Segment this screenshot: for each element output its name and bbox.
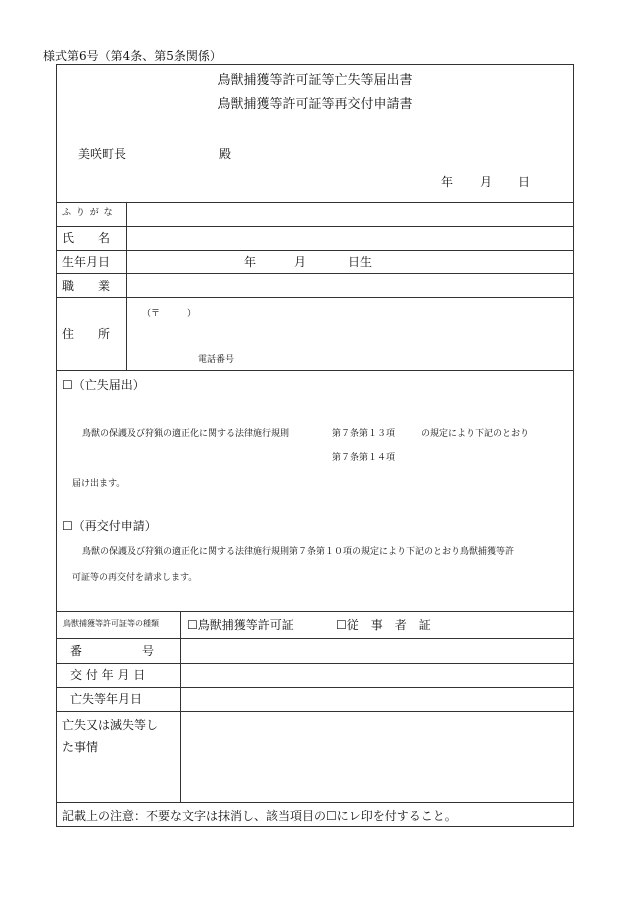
form-code: 様式第6号（第4条、第5条関係） xyxy=(43,49,222,63)
loss-date-field[interactable] xyxy=(181,688,573,710)
loss-text-end: 届け出ます。 xyxy=(72,479,126,489)
date-day[interactable]: 日 xyxy=(518,175,531,189)
loss-clause-13: 第７条第１３項 xyxy=(332,429,396,439)
circumstances-label-2: た事情 xyxy=(62,740,99,754)
furigana-label: ふ り が な xyxy=(62,208,114,218)
postal-code[interactable]: （〒 ） xyxy=(142,309,197,319)
reissue-text-line2: 可証等の再交付を請求します。 xyxy=(72,573,198,583)
type-option-permit[interactable]: ☐鳥獣捕獲等許可証 xyxy=(187,618,294,632)
loss-text-rule: の規定により下記のとおり xyxy=(421,429,530,439)
circumstances-label-1: 亡失又は滅失等し xyxy=(62,718,159,732)
date-year[interactable]: 年 xyxy=(441,175,454,189)
loss-clause-14: 第７条第１４項 xyxy=(332,453,396,463)
birth-suffix[interactable]: 日生 xyxy=(348,255,373,269)
circumstances-field[interactable] xyxy=(181,712,573,801)
reissue-text-line1: 鳥獣の保護及び狩猟の適正化に関する法律施行規則第７条第１０項の規定により下記のとおり鳥獣捕獲等許 xyxy=(82,547,515,557)
address-label: 住 所 xyxy=(62,327,111,341)
issue-date-label: 交 付 年 月 日 xyxy=(70,668,146,682)
addressee: 美咲町長 xyxy=(78,147,127,161)
number-label: 番 号 xyxy=(70,644,155,658)
loss-date-label: 亡失等年月日 xyxy=(70,692,143,706)
type-option-worker[interactable]: ☐従 事 者 証 xyxy=(336,618,431,632)
loss-checkbox[interactable]: ☐（亡失届出） xyxy=(62,378,145,392)
number-field[interactable] xyxy=(181,639,573,662)
birth-month[interactable]: 月 xyxy=(294,255,307,269)
date-month[interactable]: 月 xyxy=(480,175,493,189)
loss-text-law: 鳥獣の保護及び狩猟の適正化に関する法律施行規則 xyxy=(82,429,290,439)
title-reissue: 鳥獣捕獲等許可証等再交付申請書 xyxy=(217,97,413,112)
job-label: 職 業 xyxy=(62,279,111,293)
honorific: 殿 xyxy=(219,147,232,161)
birth-year[interactable]: 年 xyxy=(244,255,257,269)
issue-date-field[interactable] xyxy=(181,664,573,686)
job-field[interactable] xyxy=(127,274,573,296)
birth-label: 生年月日 xyxy=(62,255,111,269)
reissue-checkbox[interactable]: ☐（再交付申請） xyxy=(62,519,157,533)
title-loss: 鳥獣捕獲等許可証等亡失等届出書 xyxy=(217,73,413,88)
phone-label[interactable]: 電話番号 xyxy=(198,355,235,365)
furigana-field[interactable] xyxy=(127,203,573,225)
name-field[interactable] xyxy=(127,227,573,249)
type-label: 鳥獣捕獲等許可証等の種類 xyxy=(63,619,159,628)
name-label: 氏 名 xyxy=(62,231,111,245)
note: 記載上の注意：不要な文字は抹消し、該当項目の☐にレ印を付すること。 xyxy=(62,809,457,823)
